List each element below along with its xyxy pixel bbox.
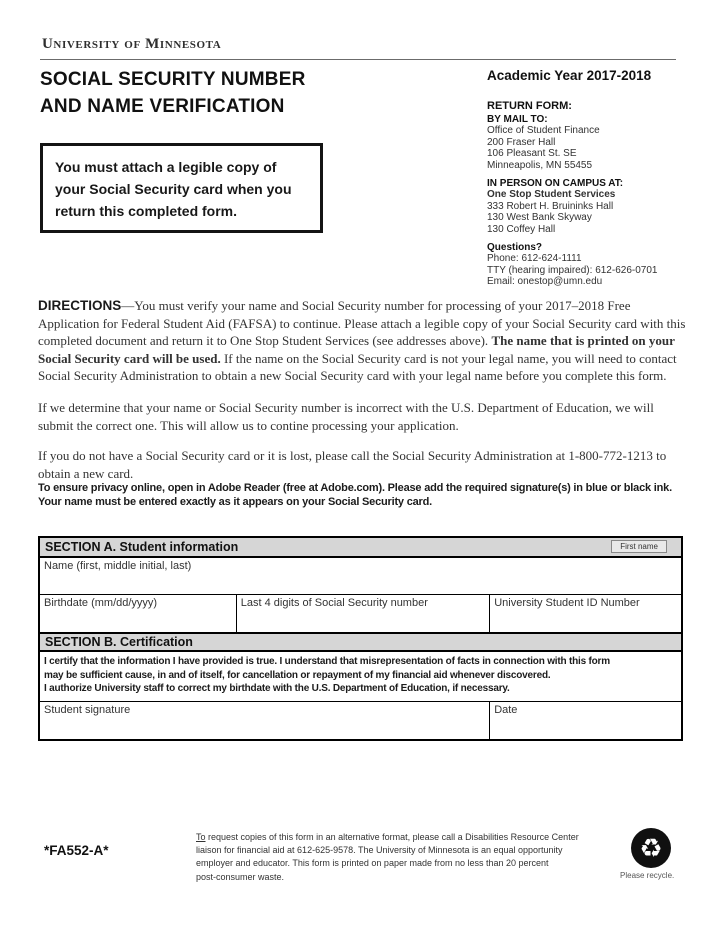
mail-address-line: Minneapolis, MN 55455 [487, 159, 593, 171]
directions-label: DIRECTIONS [38, 298, 122, 313]
signature-row [40, 702, 681, 739]
form-code: *FA552-A* [44, 843, 109, 858]
university-logo: University of Minnesota [42, 36, 222, 52]
by-mail-label: BY MAIL TO: [487, 114, 548, 125]
footer-note [196, 831, 616, 884]
return-form-heading: RETURN FORM: [487, 100, 572, 112]
privacy-note-line1: To ensure privacy online, open in Adobe Reader (free at Adobe.com). Please add the required signature(s) in blue or black ink. [38, 482, 672, 494]
attach-card-notice-box [40, 143, 323, 233]
directions-text: —You must verify your name and Social Security number for processing of your 2017–2018 Free Application for Federal Student Aid (FAFSA) to continue. Please attach a legible copy of your Social Security card with this completed document and return it to One Stop Student Services (see addresses above). [38, 298, 686, 348]
student-info-row [40, 594, 681, 632]
directions-bold-text: The name that is printed on your Social Security card will be used. [38, 333, 675, 366]
section-a-title: SECTION A. Student information [45, 540, 239, 554]
name-field-label: Name (first, middle initial, last) [44, 560, 192, 572]
footer-note-line3: employer and educator. This form is printed on paper made from no less than 20 percent [196, 858, 549, 869]
certification-line: I authorize University staff to correct my birthdate with the U.S. Department of Education, if necessary. [44, 683, 510, 694]
student-id-field[interactable]: University Student ID Number [489, 595, 681, 632]
campus-address-line: 130 Coffey Hall [487, 223, 556, 235]
page-title [40, 66, 306, 120]
questions-label: Questions? [487, 242, 543, 253]
directions-text-after: If the name on the Social Security card is not your legal name, you will need to contact Social Security Administration to obtain a new Social Security card with your legal name before you complete this form. [38, 350, 677, 383]
section-b-header [40, 632, 681, 652]
campus-address-line: 130 West Bank Skyway [487, 212, 592, 223]
incorrect-number-paragraph: If we determine that your name or Social Security number is incorrect with the U.S. Department of Education, we will submit the correct one. This will allow us to contine processing your application. [38, 400, 654, 433]
student-signature-field[interactable]: Student signature [44, 703, 131, 716]
email-address: Email: onestop@umn.edu [487, 276, 603, 287]
birthdate-field[interactable]: Birthdate (mm/dd/yyyy) [44, 597, 158, 609]
mail-address-line: 200 Fraser Hall [487, 136, 556, 148]
one-stop-org: One Stop Student Services [487, 189, 616, 200]
ssn-last4-field[interactable]: Last 4 digits of Social Security number [236, 595, 489, 632]
return-info-column [487, 68, 697, 288]
in-person-label: IN PERSON ON CAMPUS AT: [487, 178, 624, 189]
lost-card-paragraph: If you do not have a Social Security card or it is lost, please call the Social Security Administration at 1-800-772-1213 to obtain a new card. [38, 448, 667, 481]
phone-number: Phone: 612-624-1111 [487, 253, 582, 264]
date-field[interactable]: Date [489, 702, 681, 739]
section-b-title: SECTION B. Certification [45, 635, 193, 649]
footer-note-line1 [196, 831, 616, 844]
form-table [38, 536, 683, 741]
recycle-label: Please recycle. [620, 871, 675, 880]
certification-line: may be sufficient cause, in and of itself, for cancellation or repayment of my financial aid whenever discovered. [44, 669, 551, 681]
recycle-icon: ♻ [631, 828, 671, 868]
privacy-note-line2: Your name must be entered exactly as it appears on your Social Security card. [38, 495, 432, 508]
header-divider [40, 59, 676, 60]
section-a-header [40, 538, 681, 558]
mail-address-line: 106 Pleasant St. SE [487, 148, 577, 159]
academic-year: Academic Year 2017-2018 [487, 68, 652, 83]
page-title-line2: AND NAME VERIFICATION [40, 96, 285, 117]
directions-paragraph [38, 297, 686, 385]
attach-card-notice-text: You must attach a legible copy of your Social Security card when you return this completed form. [55, 159, 292, 219]
mail-address-line: Office of Student Finance [487, 125, 600, 136]
privacy-note [38, 482, 698, 509]
first-name-field-tag: First name [611, 540, 667, 553]
name-field[interactable] [40, 558, 681, 594]
footer-note-line1-rest: request copies of this form in an alternative format, please call a Disabilities Resource Center [205, 832, 579, 842]
certification-line: I certify that the information I have provided is true. I understand that misrepresentation of facts in connection with this form [44, 656, 610, 667]
footer-note-to: To [196, 832, 206, 842]
certification-statement [40, 652, 681, 702]
page-title-line1: SOCIAL SECURITY NUMBER [40, 69, 306, 90]
footer-note-line4: post-consumer waste. [196, 871, 285, 882]
tty-number: TTY (hearing impaired): 612-626-0701 [487, 264, 658, 276]
footer-note-line2: liaison for financial aid at 612-625-9578. The University of Minnesota is an equal opportunity [196, 845, 563, 856]
campus-address-line: 333 Robert H. Bruininks Hall [487, 200, 614, 212]
